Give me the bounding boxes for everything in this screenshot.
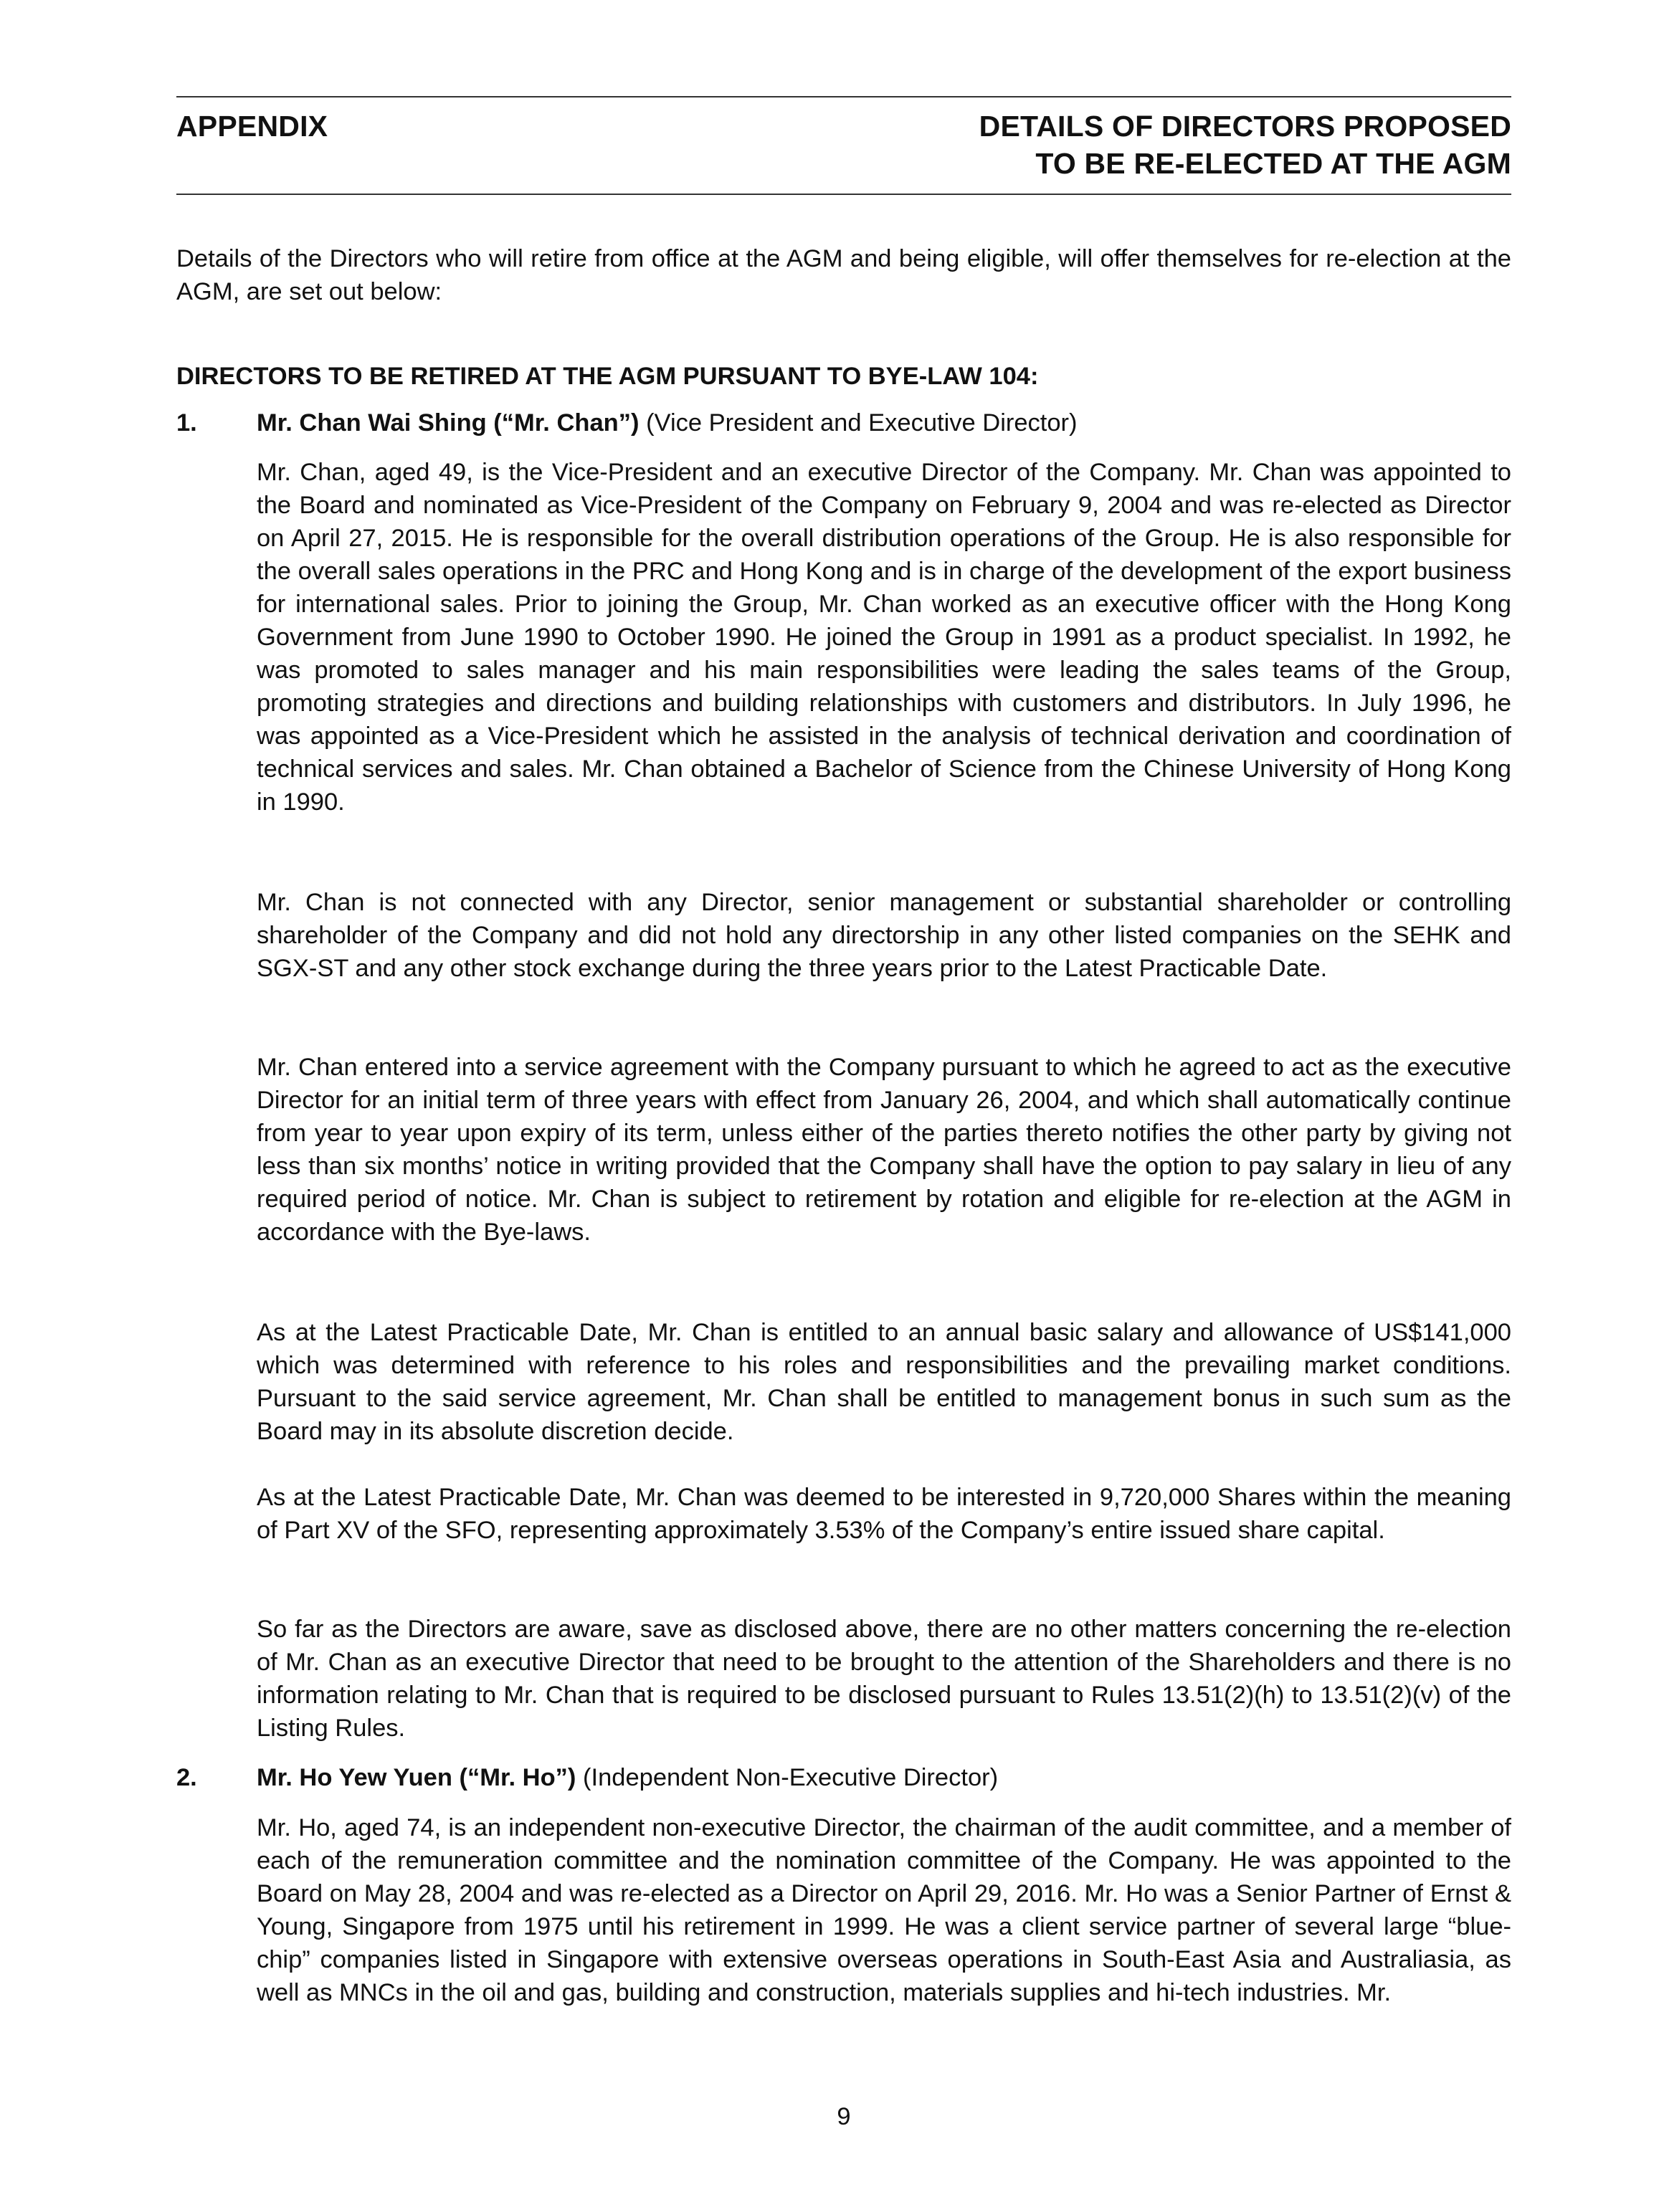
section-heading: DIRECTORS TO BE RETIRED AT THE AGM PURSUANT TO BYE-LAW 104: [176,363,1039,390]
page-number: 9 [837,2103,851,2130]
director-1-paragraph-biography: Mr. Chan, aged 49, is the Vice-President and an executive Director of the Company. Mr. Chan was appointed to the Board and nominated as Vice-President of the Company on February 9, 2004 and was re-elected as Director on April 27, 2015. He is responsible for the overall distribution operations of the Group. He is also responsible for the overall sales operations in the PRC and Hong Kong and is in charge of the development of the export business for international sales. Prior to joining the Group, Mr. Chan worked as an executive officer with the Hong Kong Government from June 1990 to October 1990. He joined the Group in 1991 as a product specialist. In 1992, he was promoted to sales manager and his main responsibilities were leading the sales teams of the Group, promoting strategies and directions and building relationships with customers and distributors. In July 1996, he was appointed as a Vice-President which he assisted in the analysis of technical derivation and coordination of technical services and sales. Mr. Chan obtained a Bachelor of Science from the Chinese University of Hong Kong in 1990. [257,459,1511,816]
header-appendix-label: APPENDIX [176,110,328,143]
director-2-name: Mr. Ho Yew Yuen (“Mr. Ho”) [257,1764,576,1791]
director-1-name-line [257,406,1078,439]
director-2-number: 2. [176,1764,197,1791]
header-title-line-1: DETAILS OF DIRECTORS PROPOSED [979,110,1511,143]
header-top-rule [176,96,1511,97]
director-2-name-line [257,1761,998,1794]
director-1-paragraph-remuneration: As at the Latest Practicable Date, Mr. Chan is entitled to an annual basic salary and allowance of US$141,000 which was determined with reference to his roles and responsibilities and the prevailing market conditions. Pursuant to the said service agreement, Mr. Chan shall be entitled to management bonus in such sum as the Board may in its absolute discretion decide. [257,1319,1511,1445]
header-title-line-2: TO BE RE-ELECTED AT THE AGM [1035,147,1511,180]
director-1-role: (Vice President and Executive Director) [639,409,1078,437]
director-2-role: (Independent Non-Executive Director) [576,1764,999,1791]
director-1-number: 1. [176,409,197,437]
intro-paragraph: Details of the Directors who will retire from office at the AGM and being eligible, will offer themselves for re-election at the AGM, are set out below: [176,245,1511,305]
director-1-paragraph-service-agreement: Mr. Chan entered into a service agreement with the Company pursuant to which he agreed to act as the executive Director for an initial term of three years with effect from January 26, 2004, and which shall automatically continue from year to year upon expiry of its term, unless either of the parties thereto notifies the other party by giving not less than six months’ notice in writing provided that the Company shall have the option to pay salary in lieu of any required period of notice. Mr. Chan is subject to retirement by rotation and eligible for re-election at the AGM in accordance with the Bye-laws. [257,1054,1511,1246]
director-1-paragraph-relationships: Mr. Chan is not connected with any Director, senior management or substantial shareholder or controlling shareholder of the Company and did not hold any directorship in any other listed companies on the SEHK and SGX-ST and any other stock exchange during the three years prior to the Latest Practicable Date. [257,889,1511,982]
header-bottom-rule [176,194,1511,195]
header-title [979,108,1511,182]
document-page [176,0,1511,2212]
director-1-paragraph-other-matters: So far as the Directors are aware, save as disclosed above, there are no other matters concerning the re-election of Mr. Chan as an executive Director that need to be brought to the attention of the Shareholders and there is no information relating to Mr. Chan that is required to be disclosed pursuant to Rules 13.51(2)(h) to 13.51(2)(v) of the Listing Rules. [257,1616,1511,1742]
director-1-paragraph-interests: As at the Latest Practicable Date, Mr. Chan was deemed to be interested in 9,720,000 Shares within the meaning of Part XV of the SFO, representing approximately 3.53% of the Company’s entire issued share capital. [257,1484,1511,1544]
director-2-paragraph-biography: Mr. Ho, aged 74, is an independent non-executive Director, the chairman of the audit committee, and a member of each of the remuneration committee and the nomination committee of the Company. He was appointed to the Board on May 28, 2004 and was re-elected as a Director on April 29, 2016. Mr. Ho was a Senior Partner of Ernst & Young, Singapore from 1975 until his retirement in 1999. He was a client service partner of several large “blue-chip” companies listed in Singapore with extensive overseas operations in South-East Asia and Australiasia, as well as MNCs in the oil and gas, building and construction, materials supplies and hi-tech industries. Mr. [257,1814,1511,2006]
director-1-name: Mr. Chan Wai Shing (“Mr. Chan”) [257,409,640,437]
